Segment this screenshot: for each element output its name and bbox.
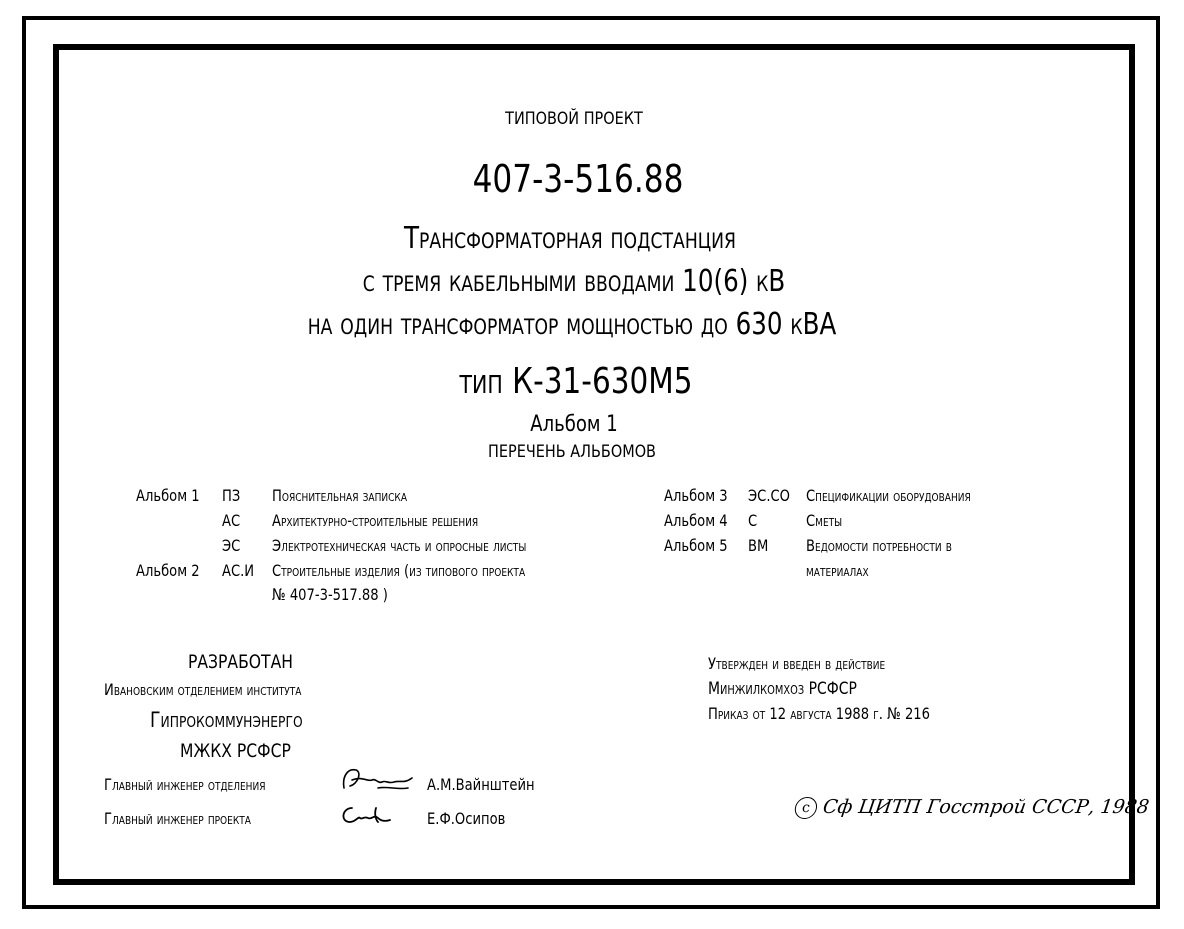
project-code: 407-3-516.88: [472, 157, 684, 201]
album-1-desc-es: Электротехническая часть и опросные листы: [272, 536, 527, 555]
copyright-text: Сф ЦИТП Госстрой СССР, 1988: [821, 796, 1151, 818]
album-1-desc-pz: Пояснительная записка: [272, 486, 407, 505]
album-2-desc: Строительные изделия (из типового проекта: [272, 561, 526, 580]
developer-org: Гипрокоммунэнерго: [150, 708, 303, 732]
album-3-desc: Спецификации оборудования: [806, 486, 971, 505]
chief-engineer-project-role: Главный инженер проекта: [104, 809, 251, 828]
chief-engineer-dept-role: Главный инженер отделения: [104, 775, 266, 794]
album-list-title: ПЕРЕЧЕНЬ АЛЬБОМОВ: [488, 442, 656, 462]
album-1-code-as: АС: [222, 511, 241, 530]
album-number: Альбом 1: [530, 412, 618, 437]
approval-line-1: Утвержден и введен в действие: [708, 654, 886, 673]
album-5-desc: Ведомости потребности в: [806, 536, 952, 555]
album-1-code-es: ЭС: [222, 536, 241, 555]
signature-vainshtein: [338, 762, 416, 798]
album-4-label: Альбом 4: [664, 511, 728, 530]
album-1-label: Альбом 1: [136, 486, 200, 505]
substation-type: тип К-31-630М5: [459, 361, 693, 402]
chief-engineer-dept-name: А.М.Вайнштейн: [427, 775, 535, 794]
project-kind: ТИПОВОЙ ПРОЕКТ: [505, 109, 643, 129]
album-5-desc-cont: материалах: [806, 561, 869, 580]
developer-institute: Ивановским отделением института: [104, 680, 302, 699]
album-3-label: Альбом 3: [664, 486, 728, 505]
album-2-label: Альбом 2: [136, 561, 200, 580]
title-line-3: на один трансформатор мощностью до 630 кВА: [307, 307, 837, 342]
album-4-desc: Сметы: [806, 511, 843, 530]
signature-osipov: [338, 800, 394, 832]
chief-engineer-project-name: Е.Ф.Осипов: [427, 809, 506, 828]
copyright-symbol: с: [793, 797, 818, 819]
album-3-code: ЭС.СО: [748, 486, 790, 505]
album-1-code-pz: ПЗ: [222, 486, 241, 505]
approval-line-2: Минжилкомхоз РСФСР: [708, 679, 857, 699]
album-2-code: АС.И: [222, 561, 255, 580]
album-5-label: Альбом 5: [664, 536, 728, 555]
title-line-2: с тремя кабельными вводами 10(6) кВ: [362, 264, 786, 299]
album-4-code: С: [748, 511, 758, 530]
album-1-desc-as: Архитектурно-строительные решения: [272, 511, 479, 530]
album-2-desc-cont: № 407-3-517.88 ): [272, 585, 388, 604]
album-5-code: ВМ: [748, 536, 769, 555]
copyright-stamp: [793, 796, 1150, 819]
developer-ministry: МЖКХ РСФСР: [180, 740, 291, 762]
developer-heading: РАЗРАБОТАН: [188, 651, 293, 673]
title-line-1: Трансформаторная подстанция: [404, 221, 736, 256]
approval-line-3: Приказ от 12 августа 1988 г. № 216: [708, 704, 930, 723]
